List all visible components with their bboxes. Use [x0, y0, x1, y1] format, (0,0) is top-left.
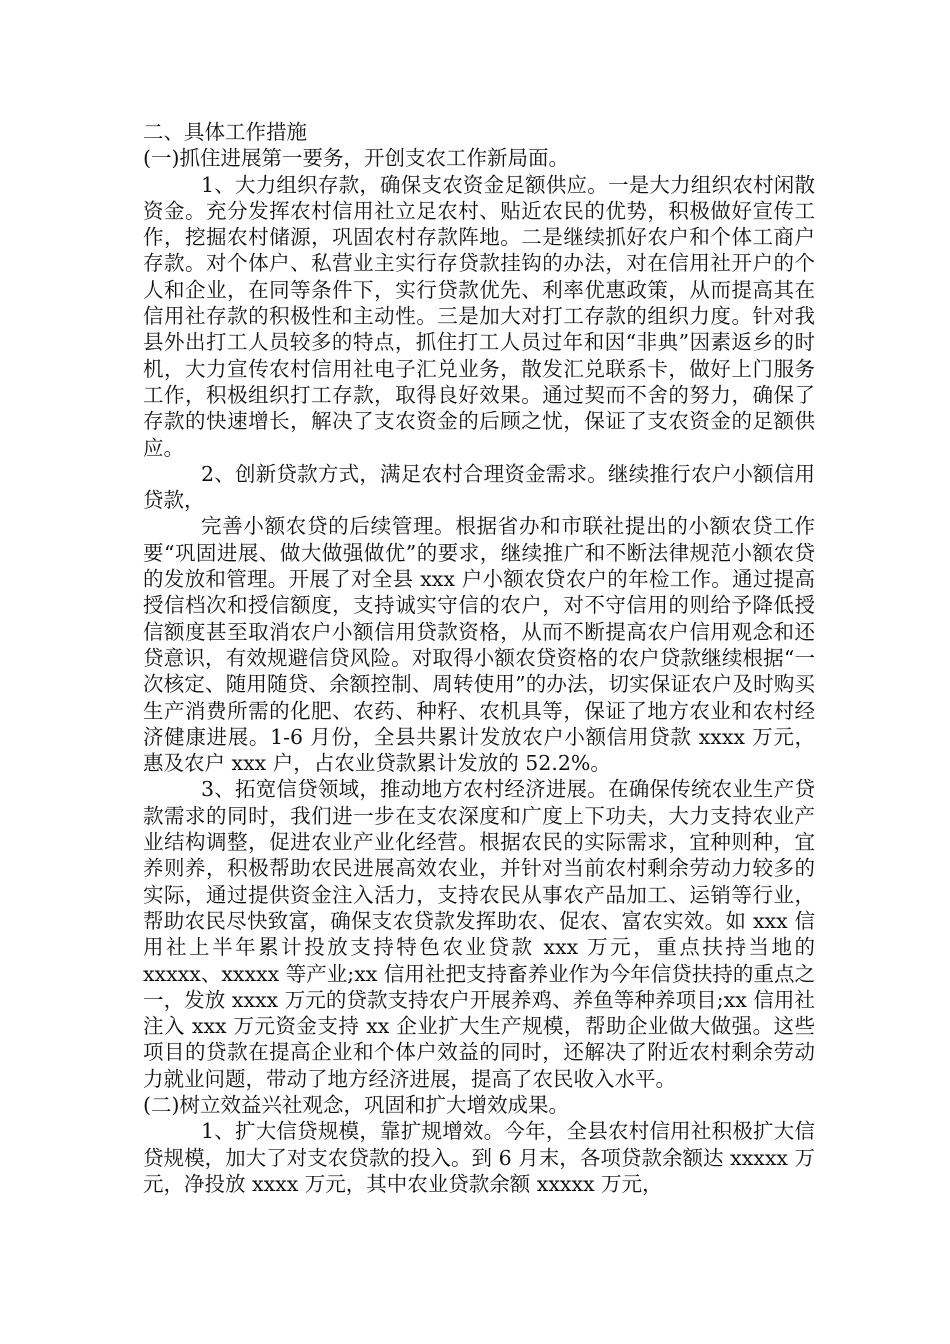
section-heading-1: (一)抓住进展第一要务，开创支农工作新局面。 — [143, 146, 569, 171]
document-body — [143, 119, 815, 1197]
paragraph-4: 3、拓宽信贷领域，推动地方农村经济进展。在确保传统农业生产贷款需求的同时，我们进一步在支农深度和广度上下功夫，大力支持农业产业结构调整，促进农业产业化经营。根据农民的实际需求，宜种则种，宜养则养，积极帮助农民进展高效农业，并针对当前农村剩余劳动力较多的实际，通过提供资金注入活力，支持农民从事农产品加工、运销等行业，帮助农民尽快致富，确保支农贷款发挥助农、促农、富农实效。如 xxx 信用社上半年累计投放支持特色农业贷款 xxx 万元，重点扶持当地的 xxxxx、xxxxx 等产业;xx 信用社把支持畜养业作为今年信贷扶持的重点之一，发放 xxxx 万元的贷款支持农户开展养鸡、养鱼等种养项目;xx 信用社注入 xxx 万元资金支持 xx 企业扩大生产规模，帮助企业做大做强。这些项目的贷款在提高企业和个体户效益的同时，还解决了附近农村剩余劳动力就业问题，带动了地方经济进展，提高了农民收入水平。 — [143, 777, 815, 1091]
paragraph-1: 1、大力组织存款，确保支农资金足额供应。一是大力组织农村闲散资金。充分发挥农村信用社立足农村、贴近农民的优势，积极做好宣传工作，挖掘农村储源，巩固农村存款阵地。二是继续抓好农户和个体工商户存款。对个体户、私营业主实行存贷款挂钩的办法，对在信用社开户的个人和企业，在同等条件下，实行贷款优先、利率优惠政策，从而提高其在信用社存款的积极性和主动性。三是加大对打工存款的组织力度。针对我县外出打工人员较多的特点，抓住打工人员过年和因“非典”因素返乡的时机，大力宣传农村信用社电子汇兑业务，散发汇兑联系卡，做好上门服务工作，积极组织打工存款，取得良好效果。通过契而不舍的努力，确保了存款的快速增长，解决了支农资金的后顾之忧，保证了支农资金的足额供应。 — [143, 172, 815, 460]
paragraph-5: 1、扩大信贷规模，靠扩规增效。今年，全县农村信用社积极扩大信贷规模，加大了对支农贷款的投入。到 6 月末，各项贷款余额达 xxxxx 万元，净投放 xxxx 万元，其中农业贷款余额 xxxxx 万元， — [143, 1119, 815, 1196]
section-heading-2: (二)树立效益兴社观念，巩固和扩大增效成果。 — [143, 1092, 569, 1117]
section-heading-main: 二、具体工作措施 — [143, 120, 307, 144]
paragraph-3: 完善小额农贷的后续管理。根据省办和市联社提出的小额农贷工作要“巩固进展、做大做强做优”的要求，继续推广和不断法律规范小额农贷的发放和管理。开展了对全县 xxx 户小额农贷农户的年检工作。通过提高授信档次和授信额度，支持诚实守信的农户，对不守信用的则给予降低授信额度甚至取消农户小额信用贷款资格，从而不断提高农户信用观念和还贷意识，有效规避信贷风险。对取得小额农贷资格的农户贷款继续根据“一次核定、随用随贷、余额控制、周转使用”的办法，切实保证农户及时购买生产消费所需的化肥、农药、种籽、农机具等，保证了地方农业和农村经济健康进展。1-6 月份，全县共累计发放农户小额信用贷款 xxxx 万元，惠及农户 xxx 户，占农业贷款累计发放的 52.2%。 — [143, 514, 815, 776]
paragraph-2: 2、创新贷款方式，满足农村合理资金需求。继续推行农户小额信用贷款， — [143, 461, 815, 513]
